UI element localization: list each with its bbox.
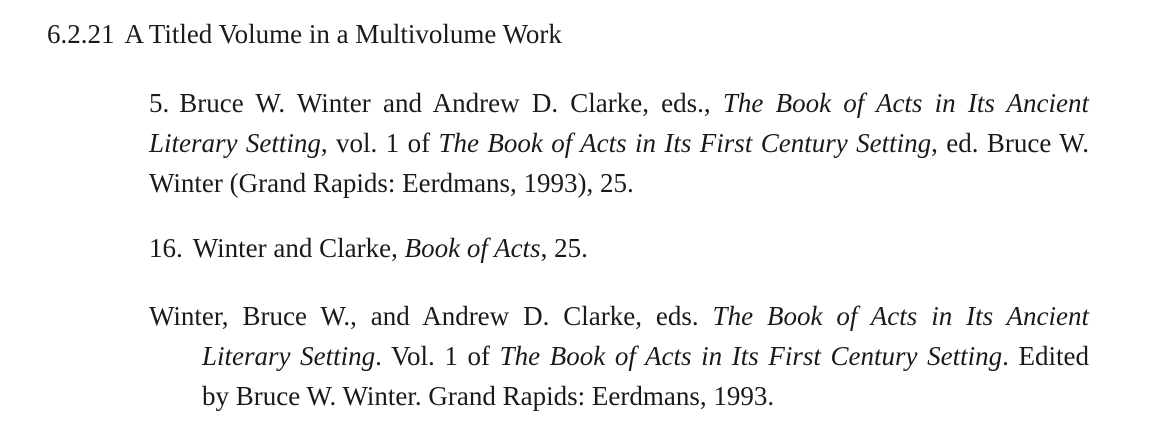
note-line-1 (149, 83, 1089, 123)
full-note-example (149, 83, 1089, 203)
note-line-3: Winter (Grand Rapids: Eerdmans, 1993), 25. (149, 168, 634, 198)
note-volume-title-part-1: The Book of Acts in Its Ancient (722, 88, 1089, 118)
short-note-number: 16. (149, 233, 183, 263)
bib-line-3: by Bruce W. Winter. Grand Rapids: Eerdmans, 1993. (202, 381, 775, 411)
section-number: 6.2.21 (47, 19, 115, 49)
bib-volume-title-part-1: The Book of Acts in Its Ancient (712, 301, 1089, 331)
bib-line-1 (149, 296, 1089, 336)
note-volume-label: , vol. 1 of (320, 128, 439, 158)
note-editor-part-1: , ed. Bruce W. (931, 128, 1089, 158)
bib-volume-title-part-2: Literary Setting (202, 341, 376, 371)
bib-series-title: The Book of Acts in Its First Century Setting (499, 341, 1003, 371)
short-note-authors: Winter and Clarke, (192, 233, 405, 263)
bib-edited-label: . Edited (1002, 341, 1089, 371)
note-line-2 (149, 123, 1089, 163)
short-note-example (149, 228, 1089, 268)
section-heading (47, 14, 562, 54)
bib-volume-label: . Vol. 1 of (375, 341, 500, 371)
bib-line-2 (202, 336, 1089, 376)
short-note-page: , 25. (540, 233, 588, 263)
note-series-title: The Book of Acts in Its First Century Setting (438, 128, 932, 158)
short-note-title: Book of Acts (404, 233, 541, 263)
bib-authors: Winter, Bruce W., and Andrew D. Clarke, eds. (149, 301, 713, 331)
short-note-line (149, 228, 1089, 268)
bibliography-entry (149, 296, 1089, 416)
note-volume-title-part-2: Literary Setting (149, 128, 321, 158)
section-title: A Titled Volume in a Multivolume Work (124, 19, 562, 49)
note-number: 5. (149, 88, 170, 118)
note-authors: Bruce W. Winter and Andrew D. Clarke, eds., (179, 88, 723, 118)
